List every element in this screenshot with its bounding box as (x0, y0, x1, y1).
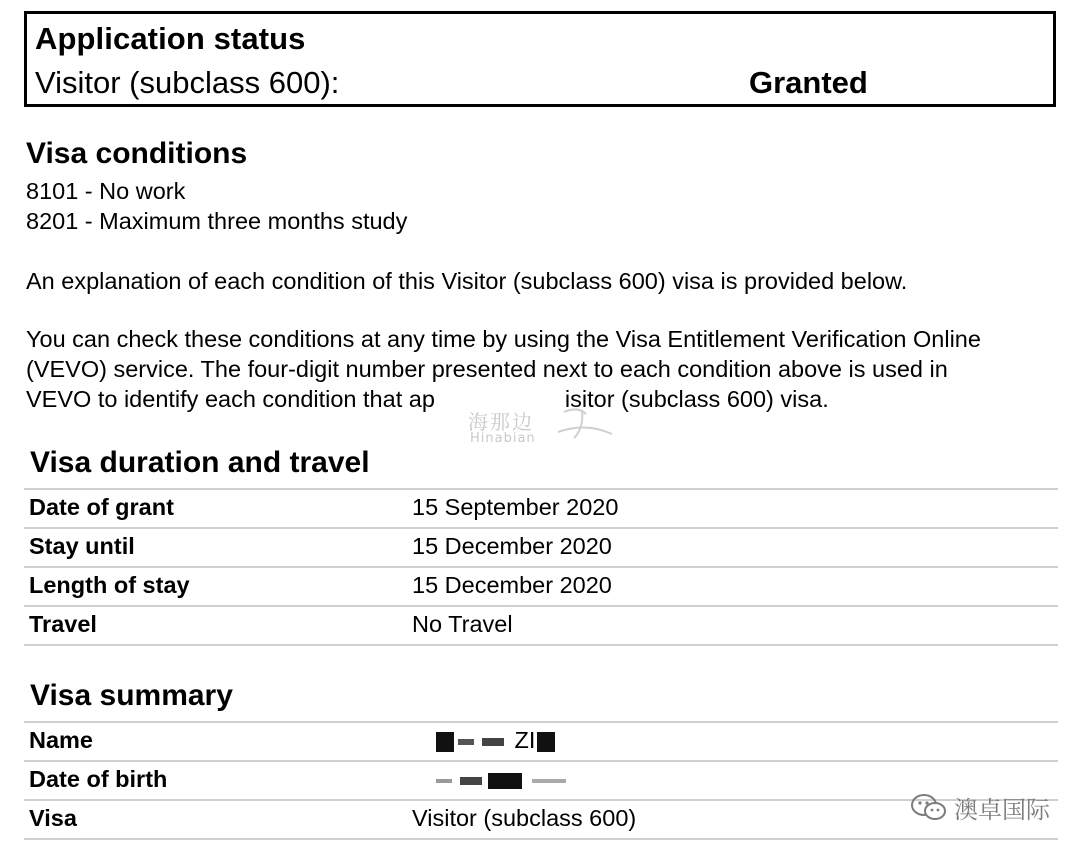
row-key: Date of grant (29, 494, 174, 520)
row-key: Visa (29, 805, 77, 831)
brand-watermark-text: 澳卓国际 (954, 796, 1050, 824)
redaction-block (460, 777, 482, 785)
table-row (24, 490, 1058, 529)
row-key: Date of birth (29, 766, 168, 792)
condition-item: 8101 - No work (26, 178, 186, 204)
redaction-block (436, 732, 454, 752)
visa-conditions-heading: Visa conditions (26, 137, 248, 170)
row-value (436, 766, 566, 793)
condition-item: 8201 - Maximum three months study (26, 208, 408, 234)
vevo-paragraph-line-1: You can check these conditions at any time by using the Visa Entitlement Verification Online (26, 326, 981, 352)
row-value: No Travel (412, 611, 513, 637)
redaction-block (436, 779, 452, 783)
visa-summary-heading: Visa summary (30, 679, 233, 712)
watermark-cn-text: 海那边 (468, 410, 534, 434)
watermark-en-text: Hinabian (470, 431, 536, 446)
table-row (24, 762, 1058, 801)
redaction-block (537, 732, 555, 752)
redaction-block (482, 738, 504, 746)
redaction-block (488, 773, 522, 789)
brand-watermark (910, 790, 1050, 825)
watermark-logo-icon (556, 404, 616, 448)
row-value: 15 December 2020 (412, 533, 612, 559)
row-value: 15 September 2020 (412, 494, 619, 520)
table-row (24, 529, 1058, 568)
application-status-value: Granted (749, 65, 868, 100)
application-status-box (24, 11, 1056, 107)
table-row (24, 801, 1058, 840)
row-key: Length of stay (29, 572, 190, 598)
row-key: Travel (29, 611, 97, 637)
visa-duration-heading: Visa duration and travel (30, 446, 370, 479)
table-row (24, 607, 1058, 646)
hinabian-watermark (464, 404, 624, 452)
wechat-icon (910, 793, 948, 823)
vevo-paragraph-line-2: (VEVO) service. The four-digit number presented next to each condition above is used in (26, 356, 948, 382)
row-value: 15 December 2020 (412, 572, 612, 598)
redaction-block (532, 779, 566, 783)
redaction-block (458, 739, 474, 745)
row-value (436, 727, 555, 754)
visa-summary-table (24, 721, 1058, 840)
conditions-explanation: An explanation of each condition of this Visitor (subclass 600) visa is provided below. (26, 268, 908, 294)
row-key: Stay until (29, 533, 135, 559)
vevo-line-3-start: VEVO to identify each condition that ap (26, 386, 435, 412)
vevo-line-3-end: isitor (subclass 600) visa. (564, 386, 829, 412)
name-visible-part: ZI (514, 727, 536, 753)
visa-subclass-label: Visitor (subclass 600): (35, 65, 340, 100)
table-row (24, 568, 1058, 607)
visa-duration-table (24, 488, 1058, 646)
row-value: Visitor (subclass 600) (412, 805, 637, 831)
row-key: Name (29, 727, 94, 753)
vevo-paragraph-line-3 (26, 384, 829, 414)
application-status-title: Application status (35, 21, 306, 56)
table-row (24, 723, 1058, 762)
